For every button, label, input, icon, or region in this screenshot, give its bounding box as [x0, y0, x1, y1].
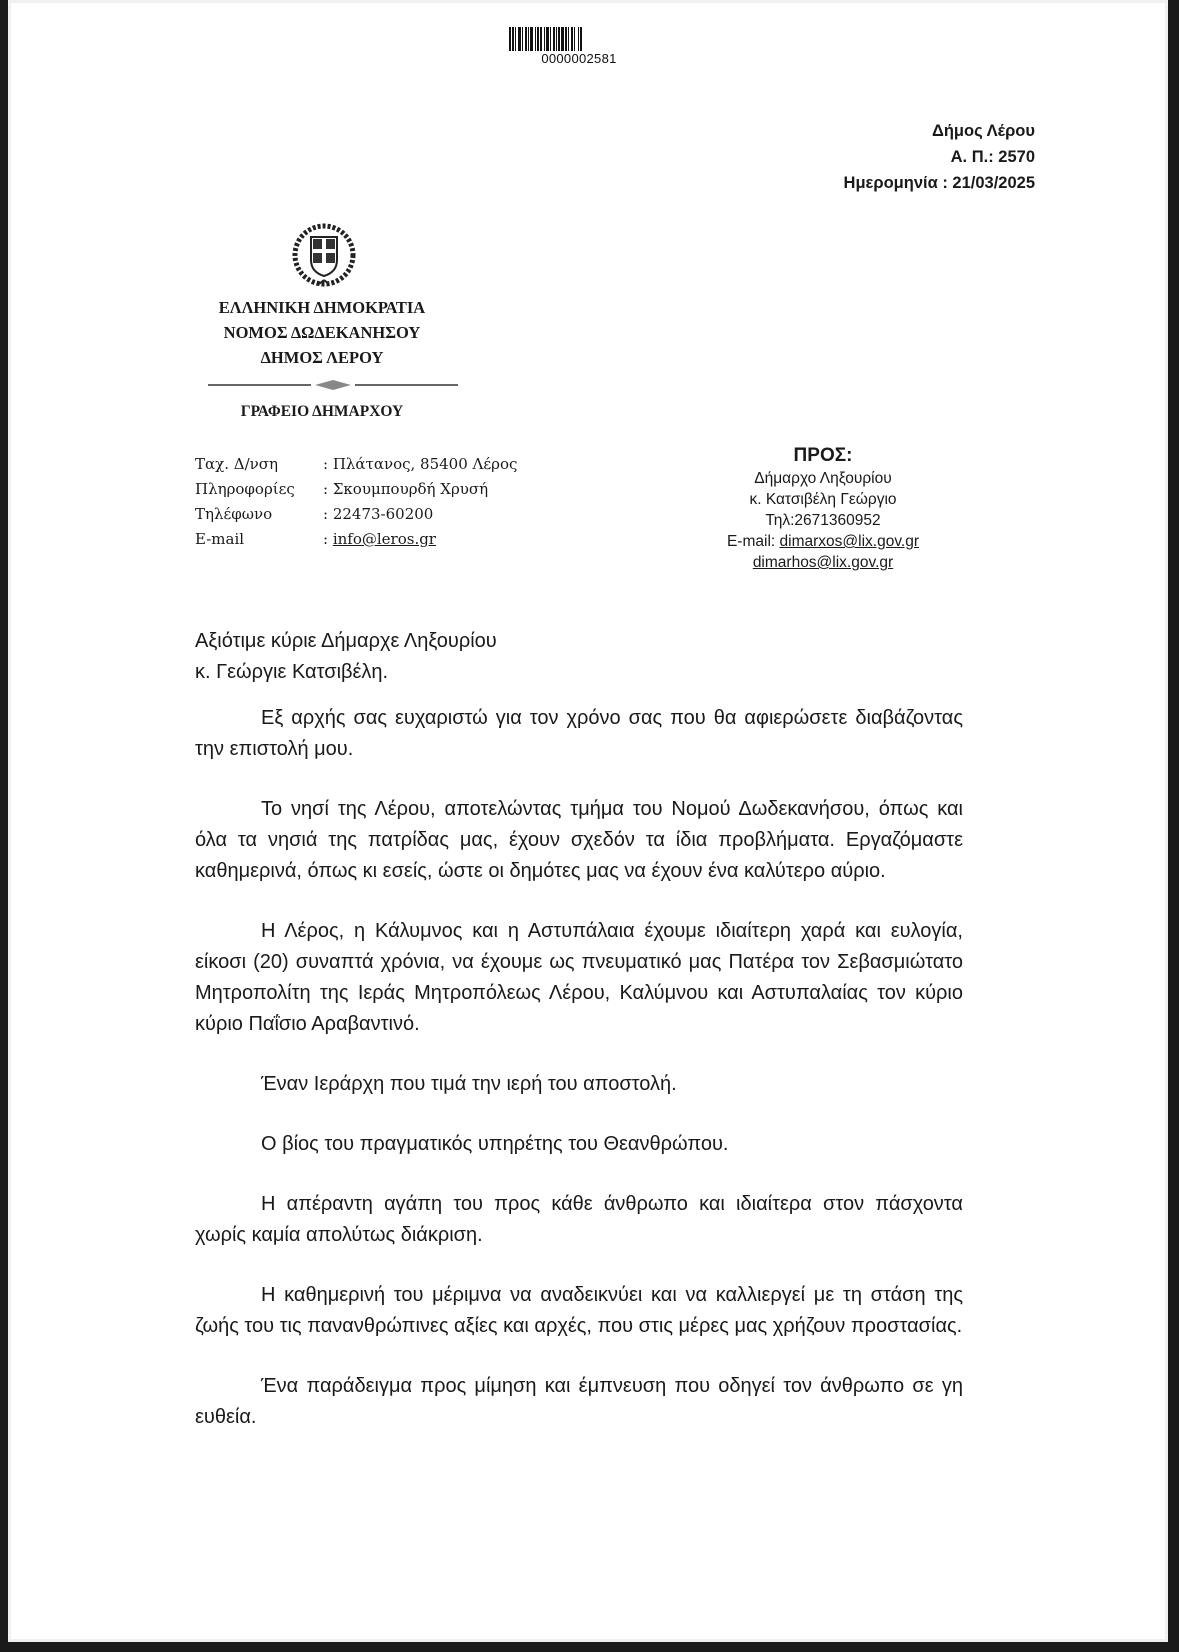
contact-row-phone	[195, 502, 517, 527]
body-paragraph: Ένα παράδειγμα προς μίμηση και έμπνευση που οδηγεί τον άνθρωπο σε γη ευθεία.	[195, 1375, 963, 1428]
protocol-number: Α. Π.: 2570	[950, 148, 1035, 166]
salutation-line-2: κ. Γεώργιε Κατσιβέλη.	[195, 661, 389, 683]
sender-email-link[interactable]: info@leros.gr	[332, 530, 436, 548]
recipient-role: Δήμαρχο Ληξουρίου	[754, 470, 892, 487]
ornamental-divider	[208, 378, 458, 392]
recipient-email-link-1[interactable]: dimarxos@lix.gov.gr	[779, 533, 920, 550]
greek-coat-of-arms-icon	[291, 222, 357, 288]
contact-value: : Πλάτανος, 85400 Λέρος	[323, 455, 518, 473]
barcode-bar	[580, 27, 582, 51]
body-paragraph: Ο βίος του πραγματικός υπηρέτης του Θεανθρώπου.	[261, 1133, 729, 1155]
contact-label: Τηλέφωνο	[195, 505, 273, 523]
contact-label: Ταχ. Δ/νση	[195, 455, 278, 473]
letterhead-country: ΕΛΛΗΝΙΚΗ ΔΗΜΟΚΡΑΤΙΑ	[218, 298, 426, 317]
contact-prefix: :	[323, 530, 333, 548]
document-reference	[844, 118, 1035, 196]
recipient-title: ΠΡΟΣ:	[793, 445, 853, 466]
body-paragraph: Η Λέρος, η Κάλυμνος και η Αστυπάλαια έχουμε ιδιαίτερη χαρά και ευλογία, είκοσι (20) συναπτά χρόνια, να έχουμε ως πνευματικό μας Πατέρα τον Σεβασμιώτατο Μητροπολίτη της Ιεράς Μητροπόλεως Λέρου, Καλύμνου και Αστυπαλαίας τον κύριο κύριο Παΐσιο Αραβαντινό.	[195, 920, 963, 1035]
body-paragraph: Το νησί της Λέρου, αποτελώντας τμήμα του Νομού Δωδεκανήσου, όπως και όλα τα νησιά της πατρίδας μας, έχουν σχεδόν τα ίδια προβλήματα. Εργαζόμαστε καθημερινά, όπως κι εσείς, ώστε οι δημότες μας να έχουν ένα καλύτερο αύριο.	[195, 798, 963, 882]
letter-body	[195, 703, 963, 1462]
recipient-email-link-2[interactable]: dimarhos@lix.gov.gr	[752, 554, 894, 571]
salutation-line-1: Αξιότιμε κύριε Δήμαρχε Ληξουρίου	[195, 630, 497, 652]
salutation	[195, 626, 497, 688]
contact-row-email	[195, 527, 517, 552]
contact-value: : 22473-60200	[323, 505, 434, 523]
recipient-block	[688, 444, 958, 573]
contact-label: E-mail	[195, 530, 245, 548]
sender-contact-info	[195, 452, 517, 552]
barcode-number: 0000002581	[541, 51, 617, 66]
sender-municipality: Δήμος Λέρου	[931, 122, 1035, 140]
recipient-name: κ. Κατσιβέλη Γεώργιο	[749, 491, 897, 508]
contact-value: : Σκουμπουρδή Χρυσή	[323, 480, 489, 498]
letterhead-office: ΓΡΑΦΕΙΟ ΔΗΜΑΡΧΟΥ	[240, 403, 404, 420]
contact-row-info	[195, 477, 517, 502]
body-paragraph: Εξ αρχής σας ευχαριστώ για τον χρόνο σας που θα αφιερώσετε διαβάζοντας την επιστολή μου.	[195, 707, 963, 760]
body-paragraph: Έναν Ιεράρχη που τιμά την ιερή του αποστολή.	[261, 1073, 677, 1095]
recipient-email-label: E-mail:	[726, 533, 780, 550]
barcode	[509, 27, 649, 51]
document-page	[8, 0, 1168, 1642]
recipient-phone: Τηλ:2671360952	[765, 512, 881, 529]
document-date: Ημερομηνία : 21/03/2025	[843, 174, 1035, 192]
letterhead-prefecture: ΝΟΜΟΣ ΔΩΔΕΚΑΝΗΣΟΥ	[223, 323, 421, 342]
body-paragraph: Η απέραντη αγάπη του προς κάθε άνθρωπο και ιδιαίτερα στον πάσχοντα χωρίς καμία απολύτως διάκριση.	[195, 1193, 963, 1246]
letterhead-municipality: ΔΗΜΟΣ ΛΕΡΟΥ	[260, 348, 384, 367]
body-paragraph: Η καθημερινή του μέριμνα να αναδεικνύει και να καλλιεργεί με τη στάση της ζωής του τις πανανθρώπινες αξίες και αρχές, που στις μέρες μας χρήζουν προστασίας.	[195, 1284, 963, 1337]
contact-row-address	[195, 452, 517, 477]
contact-label: Πληροφορίες	[195, 480, 295, 498]
